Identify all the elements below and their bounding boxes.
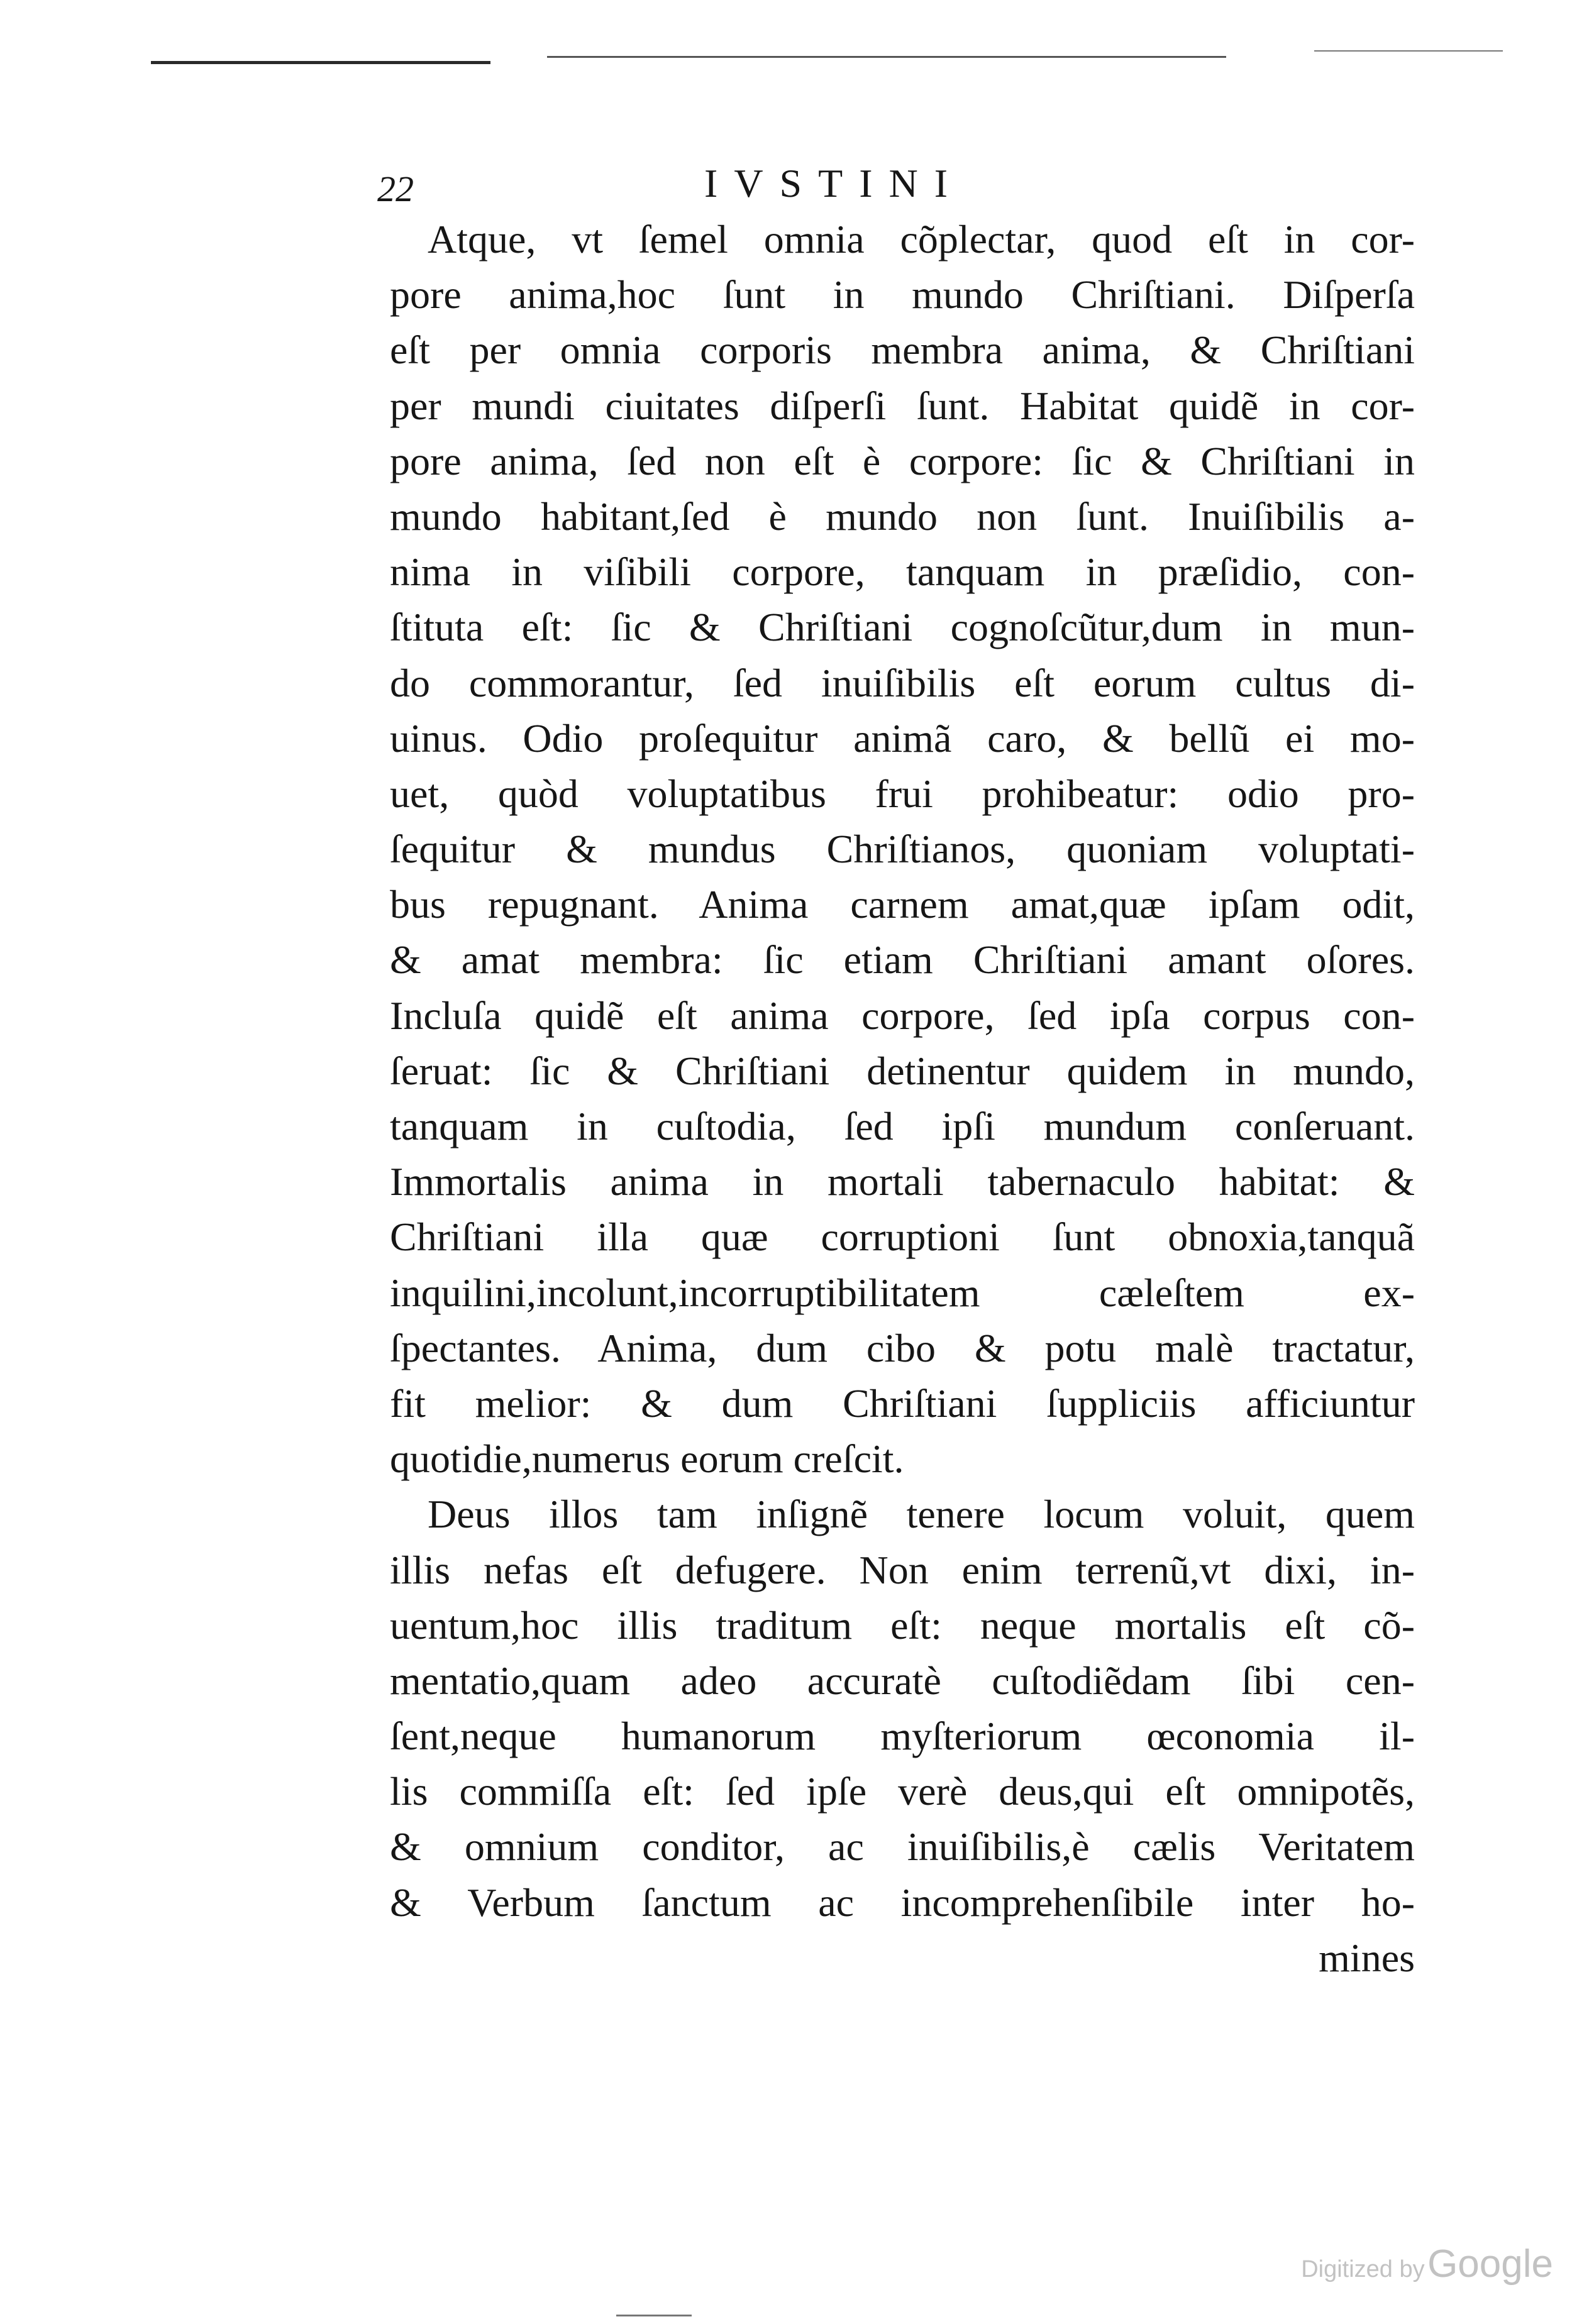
- paragraph-2: [390, 1487, 1415, 1930]
- body-text: [390, 212, 1415, 1986]
- top-scan-rule: [151, 61, 490, 64]
- text-line: bus repugnant. Anima carnem amat,quæ ipſam odit,: [390, 882, 1415, 927]
- text-line: quotidie,numerus eorum creſcit.: [390, 1436, 904, 1482]
- text-line: nima in viſibili corpore, tanquam in præſidio, con-: [390, 549, 1415, 595]
- text-line: & Verbum ſanctum ac incomprehenſibile inter ho-: [390, 1880, 1415, 1925]
- text-line: ſeruat: ſic & Chriſtiani detinentur quidem in mundo,: [390, 1048, 1415, 1093]
- text-line: fit melior: & dum Chriſtiani ſuppliciis afficiuntur: [390, 1380, 1415, 1426]
- text-line: ſequitur & mundus Chriſtianos, quoniam voluptati-: [390, 827, 1415, 872]
- page-header: [377, 160, 1446, 211]
- top-scan-rule: [547, 56, 1226, 58]
- text-line: do commorantur, ſed inuiſibilis eſt eorum cultus di-: [390, 660, 1415, 705]
- text-line: per mundi ciuitates diſperſi ſunt. Habitat quidẽ in cor-: [390, 383, 1415, 428]
- text-line: Deus illos tam inſignẽ tenere locum voluit, quem: [428, 1492, 1415, 1537]
- bottom-scan-rule: [616, 2315, 692, 2316]
- text-line: mentatio,quam adeo accuratè cuſtodiẽdam ſibi cen-: [390, 1658, 1415, 1703]
- text-line: uinus. Odio proſequitur animã caro, & bellũ ei mo-: [390, 715, 1415, 761]
- text-line: tanquam in cuſtodia, ſed ipſi mundum conſeruant.: [390, 1104, 1415, 1148]
- text-line: pore anima,hoc ſunt in mundo Chriſtiani. Diſperſa: [390, 272, 1415, 317]
- text-line: Immortalis anima in mortali tabernaculo habitat: &: [390, 1159, 1415, 1204]
- text-line: uet, quòd voluptatibus frui prohibeatur: odio pro-: [390, 771, 1415, 816]
- text-line: lis commiſſa eſt: ſed ipſe verè deus,qui eſt omnipotẽs,: [390, 1769, 1415, 1814]
- text-line: mundo habitant,ſed è mundo non ſunt. Inuiſibilis a-: [390, 493, 1415, 539]
- text-line: ſent,neque humanorum myſteriorum œconomia il-: [390, 1714, 1415, 1759]
- text-line: pore anima, ſed non eſt è corpore: ſic & Chriſtiani in: [390, 438, 1415, 483]
- text-line: & omnium conditor, ac inuiſibilis,è cælis Veritatem: [390, 1824, 1415, 1870]
- text-line: & amat membra: ſic etiam Chriſtiani amant oſores.: [390, 937, 1415, 983]
- running-head: IVSTINI: [704, 161, 965, 206]
- text-line: eſt per omnia corporis membra anima, & Chriſtiani: [390, 328, 1415, 373]
- paragraph-1: [390, 212, 1415, 1487]
- text-line: inquilini,incolunt,incorruptibilitatem cæleſtem ex-: [390, 1270, 1415, 1315]
- top-scan-rule: [1314, 50, 1503, 52]
- text-line: ſpectantes. Anima, dum cibo & potu malè tractatur,: [390, 1325, 1415, 1370]
- watermark-prefix: Digitized by: [1301, 2256, 1425, 2283]
- text-line: Atque, vt ſemel omnia cõplectar, quod eſt in cor-: [428, 217, 1415, 262]
- catchword: mines: [1319, 1935, 1415, 1980]
- digitized-watermark: [1301, 2242, 1553, 2286]
- text-line: Incluſa quidẽ eſt anima corpore, ſed ipſa corpus con-: [390, 993, 1415, 1038]
- text-line: uentum,hoc illis traditum eſt: neque mortalis eſt cõ-: [390, 1602, 1415, 1648]
- text-line: ſtituta eſt: ſic & Chriſtiani cognoſcũtur,dum in mun-: [390, 605, 1415, 650]
- text-line: Chriſtiani illa quæ corruptioni ſunt obnoxia,tanquã: [390, 1214, 1415, 1260]
- text-line: illis nefas eſt defugere. Non enim terrenũ,vt dixi, in-: [390, 1547, 1415, 1592]
- watermark-brand: Google: [1427, 2242, 1553, 2286]
- page-number: 22: [377, 168, 414, 209]
